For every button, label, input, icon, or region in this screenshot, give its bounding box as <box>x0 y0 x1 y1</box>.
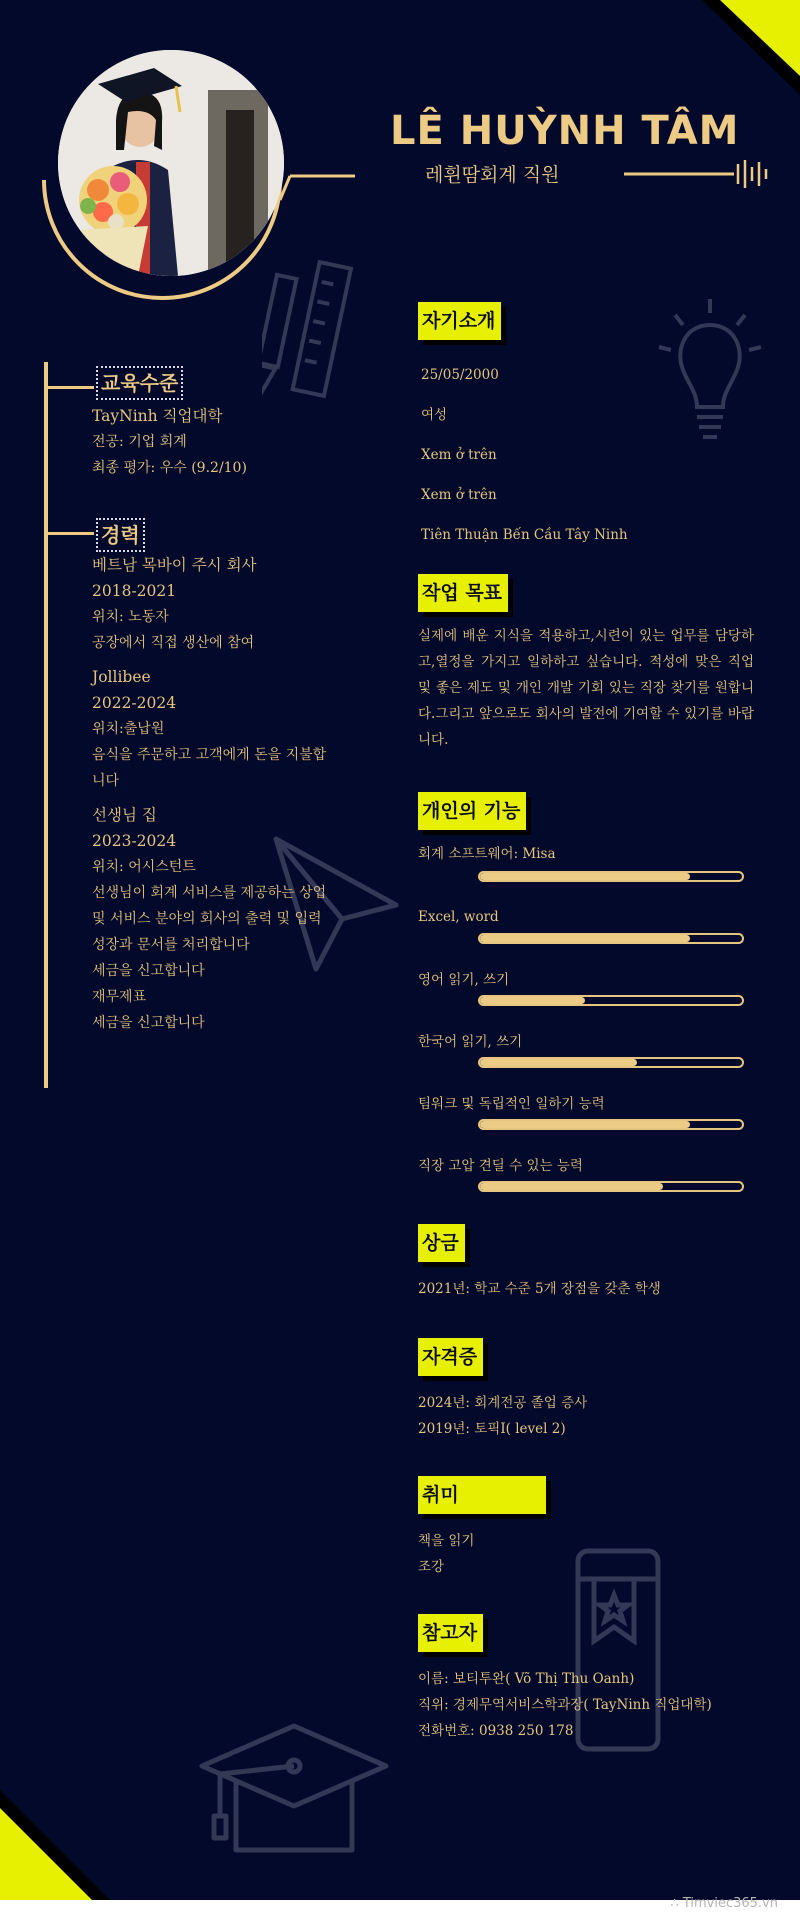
intro-address: Tiên Thuận Bến Cầu Tây Ninh <box>421 527 628 543</box>
certs-heading: 자격증 <box>418 1338 483 1376</box>
education-grade: 최종 평가: 우수 (9.2/10) <box>92 460 247 476</box>
skills-heading: 개인의 기능 <box>418 792 526 830</box>
objective-heading: 작업 목표 <box>418 574 508 612</box>
skill-label: 영어 읽기, 쓰기 <box>418 972 510 988</box>
job-3-company: 선생님 집 <box>92 806 157 824</box>
job-3-description-line-3: 성장과 문서를 처리합니다 <box>92 937 250 953</box>
education-heading: 교육수준 <box>96 366 183 400</box>
role-decorative-line <box>622 158 782 190</box>
job-3-description-line-4: 세금을 신고합니다 <box>92 963 205 979</box>
graduation-cap-icon <box>196 1720 392 1860</box>
bottom-left-corner-decoration <box>0 1790 110 1900</box>
job-3-description-line-1: 선생님이 회계 서비스를 제공하는 상업 <box>92 885 327 901</box>
reference-position: 직위: 경제무역서비스학과장( TayNinh 직업대학) <box>418 1697 712 1713</box>
job-3-position: 위치: 어시스턴트 <box>92 859 196 875</box>
skill-bar <box>478 995 744 1006</box>
intro-phone: Xem ở trên <box>421 447 497 463</box>
skill-label: 회계 소프트웨어: Misa <box>418 846 556 862</box>
job-1-company: 베트남 목바이 주시 회사 <box>92 556 257 574</box>
hobby-item: 책을 읽기 <box>418 1533 475 1549</box>
skill-label: Excel, word <box>418 909 499 925</box>
job-3-description-line-5: 재무제표 <box>92 989 147 1005</box>
skill-bar <box>478 871 744 882</box>
education-school: TayNinh 직업대학 <box>92 407 223 425</box>
skill-label: 직장 고압 견딜 수 있는 능력 <box>418 1158 583 1174</box>
skill-bar <box>478 1119 744 1130</box>
timeline-connector-education <box>44 386 94 389</box>
reference-phone: 전화번호: 0938 250 178 <box>418 1723 574 1739</box>
job-2-period: 2022-2024 <box>92 694 177 712</box>
skill-bar <box>478 1057 744 1068</box>
job-1-period: 2018-2021 <box>92 582 177 600</box>
job-2-description-line-1: 음식을 주문하고 고객에게 돈을 지불합 <box>92 747 327 763</box>
hobbies-heading: 취미 <box>418 1476 546 1514</box>
lightbulb-icon <box>655 295 765 455</box>
skill-bar-fill <box>480 1121 690 1128</box>
skill-label: 한국어 읽기, 쓰기 <box>418 1034 523 1050</box>
skill-bar-fill <box>480 935 690 942</box>
objective-text: 실제에 배운 지식을 적용하고,시련이 있는 업무를 담당하고,열정을 가지고 일하하고 싶습니다. 적성에 맞은 직업 및 좋은 제도 및 개인 개발 기회 있는 직장 찾기를 원합니다.그리고 앞으로도 회사의 발전에 기여할 수 있기를 바랍니다. <box>418 628 754 748</box>
timeline-connector-experience <box>44 532 94 535</box>
skill-label: 팀워크 및 독립적인 일하기 능력 <box>418 1096 605 1112</box>
intro-gender: 여성 <box>421 407 448 423</box>
bookmark-book-icon <box>572 1545 664 1755</box>
awards-heading: 상금 <box>418 1224 465 1262</box>
education-major: 전공: 기업 회계 <box>92 434 187 450</box>
job-3-period: 2023-2024 <box>92 832 177 850</box>
job-2-description-line-2: 니다 <box>92 773 120 789</box>
reference-name: 이름: 보티투완( Võ Thị Thu Oanh) <box>418 1671 635 1687</box>
intro-heading: 자기소개 <box>418 302 501 340</box>
job-2-position: 위치:출납원 <box>92 721 165 737</box>
job-3-description-line-2: 및 서비스 분야의 회사의 출력 및 입력 <box>92 911 322 927</box>
references-heading: 참고자 <box>418 1614 483 1652</box>
skill-bar-fill <box>480 1183 663 1190</box>
skill-bar <box>478 1181 744 1192</box>
skill-bar-fill <box>480 1059 637 1066</box>
award-item: 2021년: 학교 수준 5개 장점을 갖춘 학생 <box>418 1281 661 1297</box>
candidate-role: 레휜땀회계 직원 <box>425 164 560 186</box>
job-1-description: 공장에서 직접 생산에 참여 <box>92 635 255 651</box>
graduate-portrait-image <box>58 50 284 276</box>
experience-heading: 경력 <box>96 518 145 552</box>
job-3-description-line-6: 세금을 신고합니다 <box>92 1015 205 1031</box>
cert-item: 2019년: 토픽I( level 2) <box>418 1421 566 1437</box>
hobby-item: 조강 <box>418 1559 445 1575</box>
skill-bar-fill <box>480 873 690 880</box>
intro-birthdate: 25/05/2000 <box>421 367 499 383</box>
top-right-corner-decoration <box>690 0 800 100</box>
footer-brand[interactable]: ∴ Timviec365.vn <box>670 1896 778 1911</box>
job-1-position: 위치: 노동자 <box>92 609 169 625</box>
candidate-name: LÊ HUỲNH TÂM <box>390 108 740 154</box>
cert-item: 2024년: 회계전공 졸업 증사 <box>418 1395 588 1411</box>
intro-email: Xem ở trên <box>421 487 497 503</box>
job-2-company: Jollibee <box>92 668 151 686</box>
skill-bar <box>478 933 744 944</box>
skill-bar-fill <box>480 997 585 1004</box>
profile-photo <box>58 50 284 276</box>
timeline-vertical-line <box>44 362 48 1088</box>
